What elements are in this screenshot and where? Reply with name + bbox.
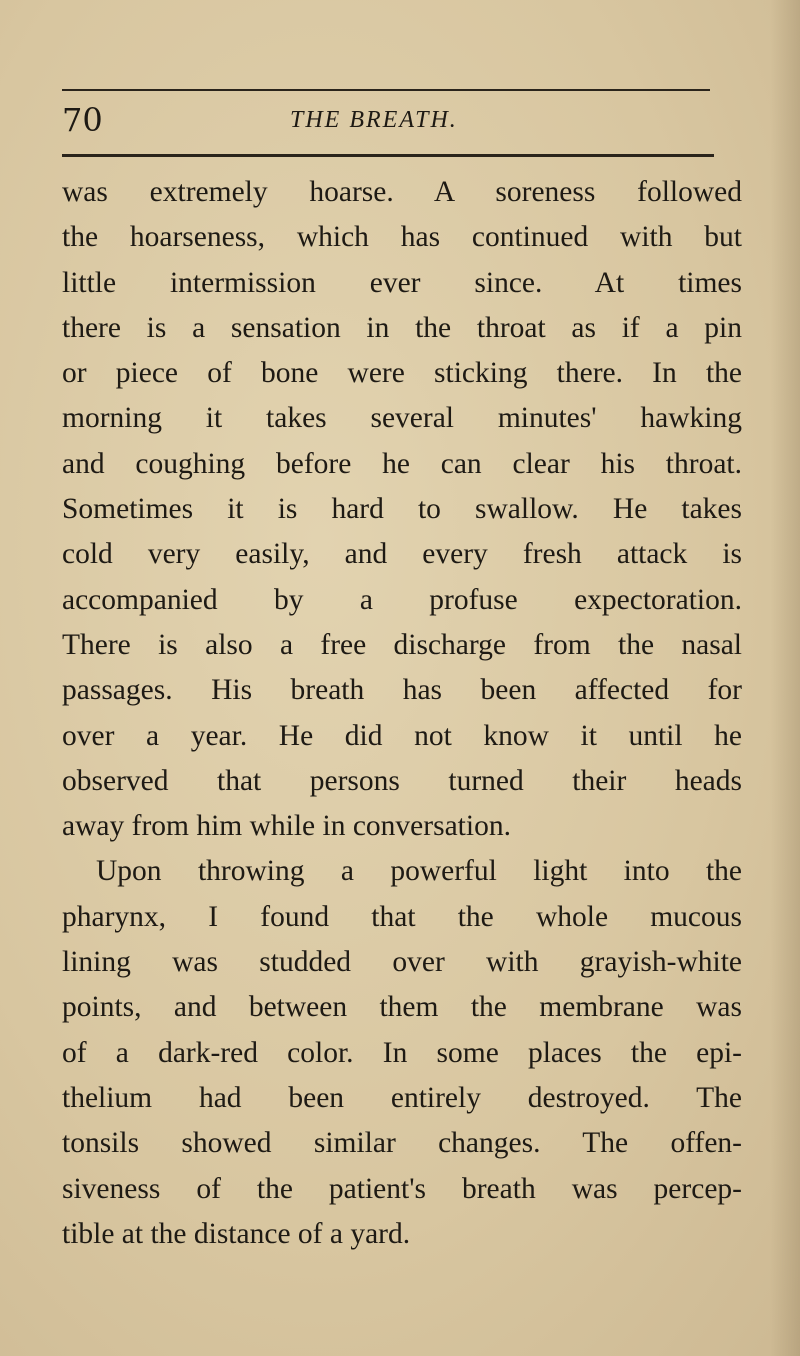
text-line: the hoarseness, which has continued with but [62,221,742,254]
text-line: was extremely hoarse. A soreness followed [62,176,742,208]
text-line: little intermission ever since. At times [62,266,742,299]
text-line: passages. His breath has been affected for [62,674,742,707]
text-line: observed that persons turned their heads [62,764,742,797]
text-line: tible at the distance of a yard. [62,1217,411,1250]
text-line: of a dark-red color. In some places the epi- [62,1036,742,1069]
text-line: There is also a free discharge from the nasal [62,628,742,661]
text-line: lining was studded over with grayish-white [62,946,742,979]
top-rule [62,89,710,91]
text-line: points, and between them the membrane was [62,991,742,1024]
text-line: and coughing before he can clear his throat. [62,447,742,480]
page-number: 70 [62,101,103,139]
text-line: Upon throwing a powerful light into the [96,855,742,888]
body-text [62,170,742,1257]
text-line: accompanied by a profuse expectoration. [62,583,742,616]
text-line: away from him while in conversation. [62,810,511,843]
text-line: tonsils showed similar changes. The offen- [62,1127,742,1160]
text-line: thelium had been entirely destroyed. The [62,1081,742,1114]
running-title: THE BREATH. [290,107,458,133]
text-line: over a year. He did not know it until he [62,719,742,752]
text-line: morning it takes several minutes' hawking [62,402,742,435]
text-line: Sometimes it is hard to swallow. He takes [62,493,742,526]
page-edge-shadow [770,0,800,1356]
text-line: siveness of the patient's breath was percep- [62,1172,742,1205]
header-rule [62,154,714,157]
text-line: pharynx, I found that the whole mucous [62,900,742,933]
text-line: there is a sensation in the throat as if a pin [62,311,742,344]
text-line: cold very easily, and every fresh attack is [62,538,742,571]
text-line: or piece of bone were sticking there. In the [62,357,742,390]
